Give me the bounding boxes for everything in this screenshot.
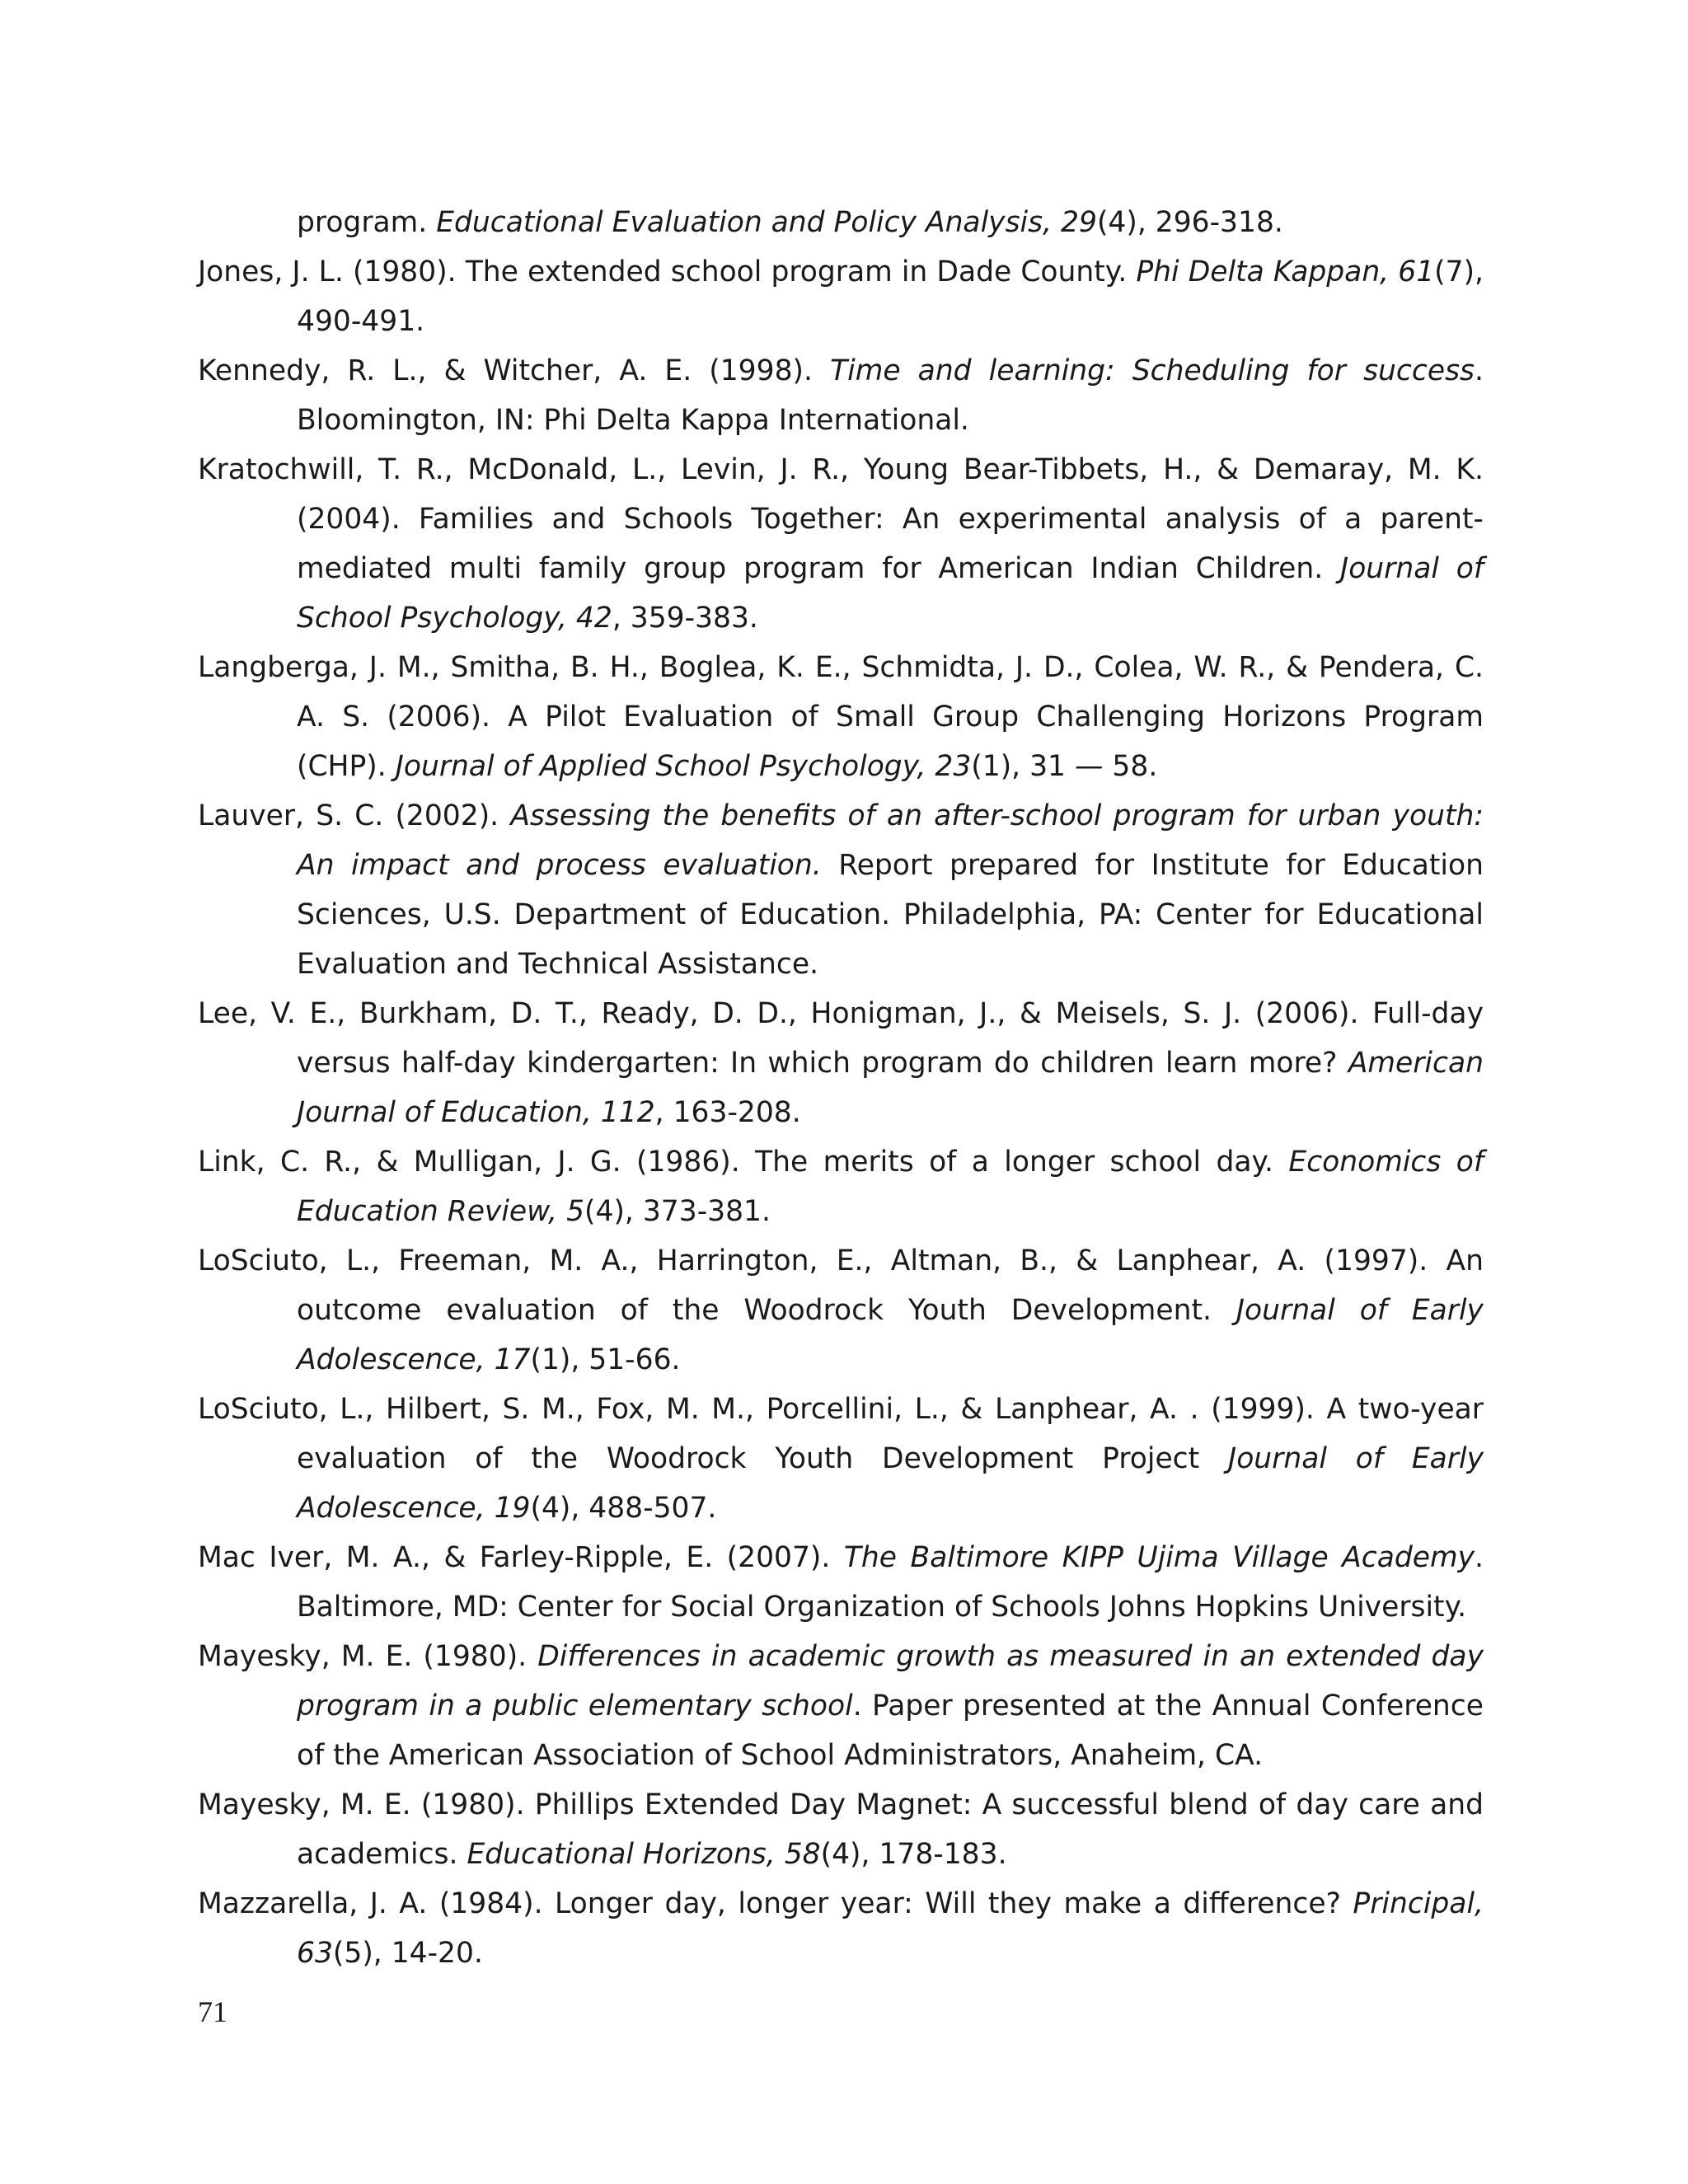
reference-entry [198, 643, 1484, 791]
reference-text: LoSciuto, L., Freeman, M. A., Harrington, E., Altman, B., & Lanphear, A. (1997). An outcome evaluation of the Woodrock Youth Development. [198, 1244, 1484, 1327]
reference-entry [198, 445, 1484, 643]
reference-source-italic: American Journal of Education, 112 [297, 1047, 1484, 1129]
reference-text: (7), 490-491. [297, 255, 1484, 338]
reference-source-italic: Phi Delta Kappan, 61 [1136, 255, 1435, 288]
reference-entry [198, 247, 1484, 346]
reference-entry [198, 346, 1484, 445]
reference-text: (4), 373-381. [584, 1195, 771, 1228]
reference-source-italic: Principal, 63 [297, 1887, 1484, 1970]
reference-entry [198, 1385, 1484, 1533]
reference-text: Link, C. R., & Mulligan, J. G. (1986). The merits of a longer school day. [198, 1146, 1289, 1179]
reference-source-italic: Differences in academic growth as measured in an extended day program in a public elementary school [297, 1640, 1484, 1722]
reference-source-italic: Journal of School Psychology, 42 [297, 552, 1484, 635]
reference-text: (5), 14-20. [332, 1937, 483, 1970]
reference-text: Lee, V. E., Burkham, D. T., Ready, D. D., Honigman, J., & Meisels, S. J. (2006). Full-day versus half-day kindergarten: In which program do children learn more? [198, 997, 1484, 1080]
reference-source-italic: Journal of Early Adolescence, 19 [297, 1442, 1484, 1525]
reference-text: , 359-383. [612, 602, 758, 635]
reference-text: Mayesky, M. E. (1980). [198, 1640, 538, 1673]
reference-source-italic: Economics of Education Review, 5 [297, 1146, 1484, 1228]
reference-source-italic: The Baltimore KIPP Ujima Village Academy [843, 1541, 1475, 1574]
reference-text: Kratochwill, T. R., McDonald, L., Levin, J. R., Young Bear-Tibbets, H., & Demaray, M. K. (2004). Families and Schools Together: An experimental analysis of a parent-mediated multi family group program for American Indian Children. [198, 453, 1484, 585]
reference-text: Mac Iver, M. A., & Farley-Ripple, E. (2007). [198, 1541, 844, 1574]
reference-entry [198, 1632, 1484, 1780]
reference-source-italic: Educational Evaluation and Policy Analysis, 29 [436, 206, 1097, 239]
reference-text: (1), 51-66. [530, 1343, 681, 1376]
reference-text: . Bloomington, IN: Phi Delta Kappa International. [297, 354, 1484, 437]
reference-entry [198, 1533, 1484, 1632]
reference-text: Lauver, S. C. (2002). [198, 799, 511, 832]
reference-source-italic: Journal of Early Adolescence, 17 [297, 1294, 1484, 1376]
reference-source-italic: Journal of Applied School Psychology, 23 [395, 750, 972, 783]
reference-text: Jones, J. L. (1980). The extended school program in Dade County. [198, 255, 1137, 288]
reference-text: Mazzarella, J. A. (1984). Longer day, longer year: Will they make a difference? [198, 1887, 1353, 1920]
reference-source-italic: Assessing the benefits of an after-school program for urban youth: An impact and process evaluation. [297, 799, 1484, 882]
reference-entry [198, 1879, 1484, 1978]
reference-text: Report prepared for Institute for Education Sciences, U.S. Department of Education. Philadelphia, PA: Center for Educational Evaluation and Technical Assistance. [297, 849, 1484, 981]
reference-text: program. [297, 206, 437, 239]
reference-text: (4), 178-183. [820, 1838, 1007, 1871]
reference-entry [198, 1236, 1484, 1385]
reference-text: (4), 296-318. [1096, 206, 1283, 239]
reference-entry [198, 791, 1484, 989]
page-number: 71 [198, 1995, 227, 2028]
reference-source-italic: Educational Horizons, 58 [467, 1838, 821, 1871]
reference-text: Mayesky, M. E. (1980). Phillips Extended Day Magnet: A successful blend of day care and academics. [198, 1788, 1484, 1871]
reference-entry [198, 1137, 1484, 1236]
reference-text: . Paper presented at the Annual Conference of the American Association of School Administrators, Anaheim, CA. [297, 1690, 1484, 1772]
reference-text: (4), 488-507. [530, 1492, 717, 1525]
reference-list [198, 198, 1484, 1978]
reference-text: Langberga, J. M., Smitha, B. H., Boglea, K. E., Schmidta, J. D., Colea, W. R., & Pendera, C. A. S. (2006). A Pilot Evaluation of Small Group Challenging Horizons Program (CHP). [198, 651, 1484, 783]
reference-source-italic: Time and learning: Scheduling for success [830, 354, 1475, 387]
reference-text: , 163-208. [654, 1096, 801, 1129]
reference-entry [198, 989, 1484, 1137]
reference-text: Kennedy, R. L., & Witcher, A. E. (1998). [198, 354, 831, 387]
reference-text: LoSciuto, L., Hilbert, S. M., Fox, M. M., Porcellini, L., & Lanphear, A. . (1999). A two-year evaluation of the Woodrock Youth Development Project [198, 1393, 1484, 1475]
reference-entry-continued [198, 198, 1484, 247]
reference-text: (1), 31 — 58. [971, 750, 1158, 783]
reference-entry [198, 1780, 1484, 1879]
reference-text: . Baltimore, MD: Center for Social Organization of Schools Johns Hopkins University. [297, 1541, 1484, 1624]
